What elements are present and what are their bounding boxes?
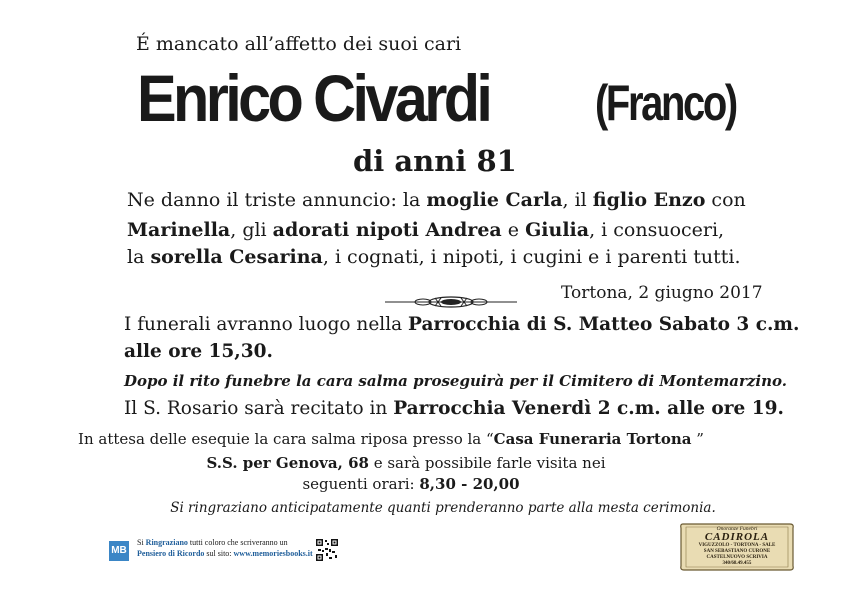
thanks-line: Si ringraziano anticipatamente quanti prenderanno parte alla mesta cerimonia. — [170, 500, 716, 516]
deceased-name-block — [137, 58, 736, 138]
ornament-divider — [385, 295, 517, 309]
funeral-line-1: I funerali avranno luogo nella Parrocchia di S. Matteo Sabato 3 c.m. — [124, 314, 800, 335]
memoriesbooks-text: Si Ringraziano tutti coloro che scriveranno un Pensiero di Ricordo sul sito: www.memoriesbooks.it — [137, 538, 313, 558]
announcement-line-2: Marinella, gli adorati nipoti Andrea e Giulia, i consuoceri, — [127, 219, 725, 241]
memoriesbooks-logo: MB — [109, 541, 129, 561]
intro-text: É mancato all’affetto dei suoi cari — [136, 33, 462, 55]
deceased-name: Enrico Civardi — [137, 61, 490, 135]
funeral-home-stamp-text: Onoranze Funebri CADIROLA VIGUZZOLO - TORTONA - SALE SAN SEBASTIANO CURONE CASTELNUOVO SCRIVIA 340/68.49.455 — [698, 526, 776, 566]
funeral-line-2: alle ore 15,30. — [124, 341, 273, 362]
announcement-line-3: la sorella Cesarina, i cognati, i nipoti, i cugini e i parenti tutti. — [127, 246, 741, 268]
announcement-line-1: Ne danno il triste annuncio: la moglie Carla, il figlio Enzo con — [127, 189, 746, 211]
wake-line-3: seguenti orari: 8,30 - 20,00 — [302, 475, 520, 493]
rosary-line: Il S. Rosario sarà recitato in Parrocchia Venerdì 2 c.m. alle ore 19. — [124, 398, 784, 419]
place-date: Tortona, 2 giugno 2017 — [561, 283, 763, 303]
wake-line-2: S.S. per Genova, 68 e sarà possibile farle visita nei — [206, 454, 606, 472]
funeral-line-3: Dopo il rito funebre la cara salma proseguirà per il Cimitero di Montemarzino. — [124, 372, 787, 390]
deceased-nickname: (Franco) — [595, 75, 736, 131]
wake-line-1: In attesa delle esequie la cara salma riposa presso la “Casa Funeraria Tortona ” — [78, 430, 704, 448]
qr-code-icon[interactable] — [315, 538, 339, 562]
age-text: di anni 81 — [353, 144, 517, 178]
